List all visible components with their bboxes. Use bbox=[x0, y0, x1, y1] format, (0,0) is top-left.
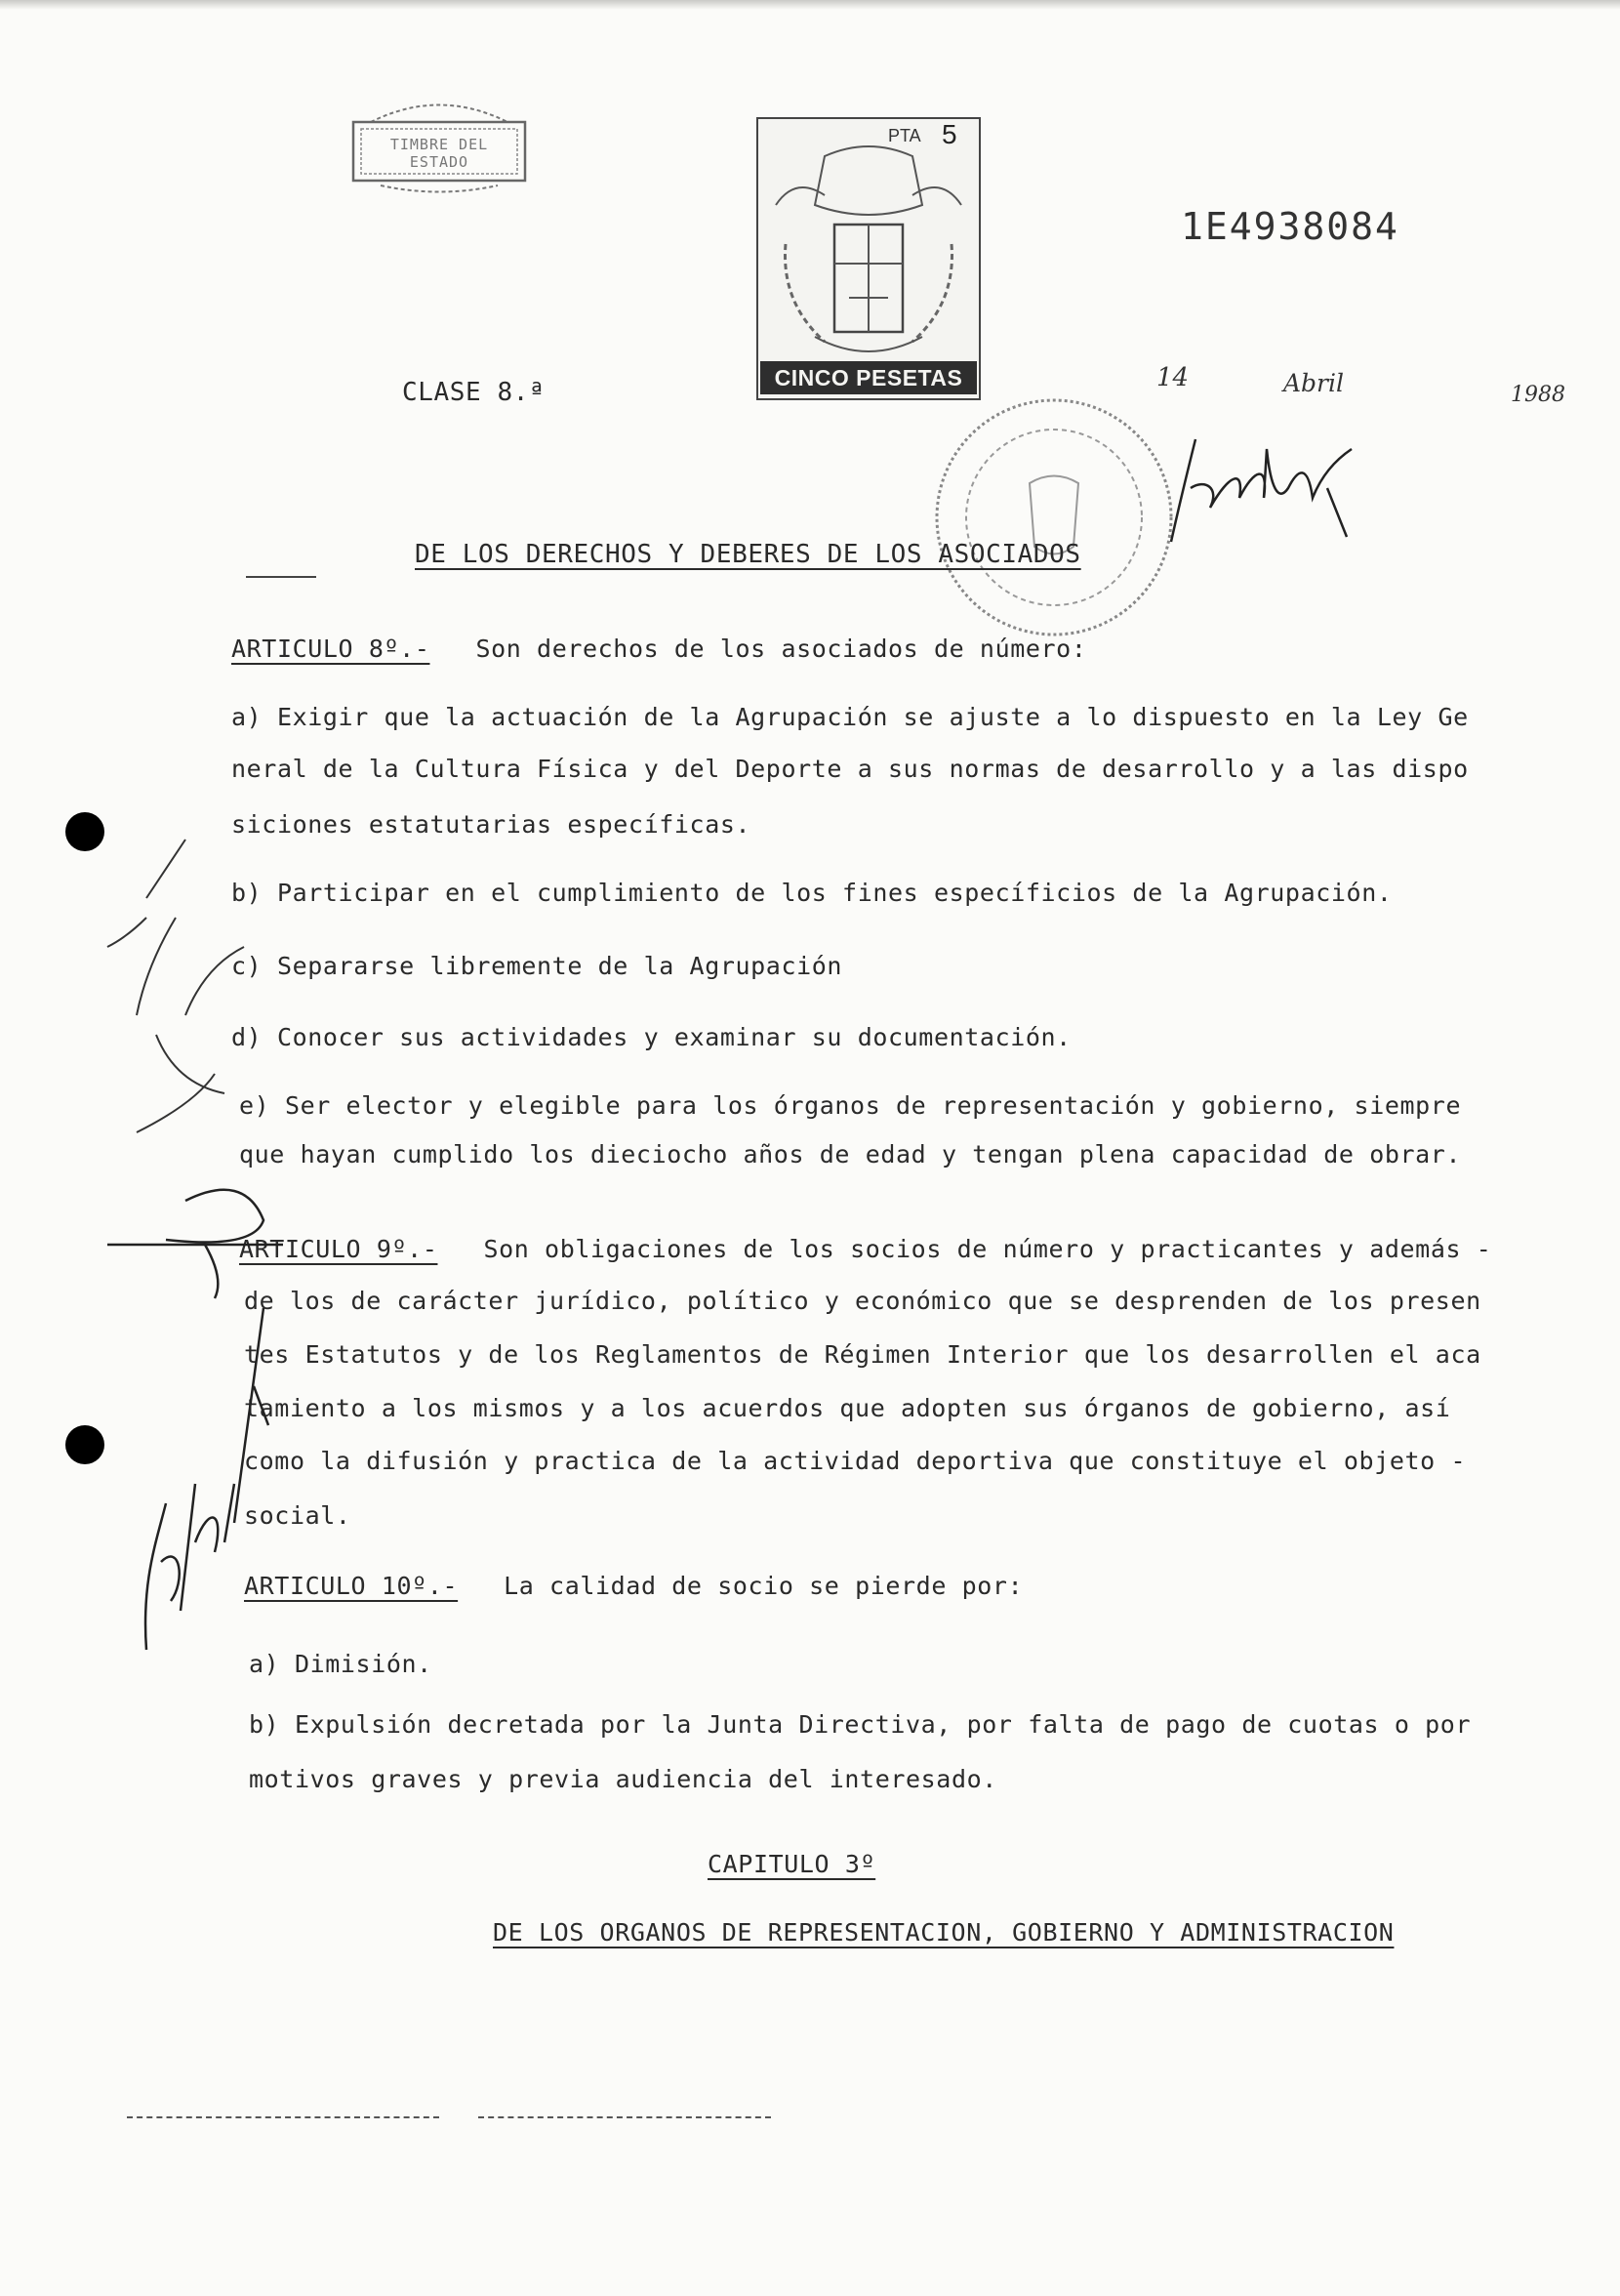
section-title-line-left bbox=[246, 576, 316, 578]
art8-item-e-line2: que hayan cumplido los dieciocho años de edad y tengan plena capacidad de obrar. bbox=[239, 1140, 1462, 1168]
art9-line5: como la difusión y practica de la actividad deportiva que constituye el objeto - bbox=[244, 1447, 1467, 1475]
article-10-heading: ARTICULO 10º.- bbox=[244, 1572, 459, 1600]
embossed-seal-text: TIMBRE DEL ESTADO bbox=[389, 136, 489, 171]
article-9-heading-row bbox=[239, 1235, 1491, 1263]
chapter-title: DE LOS ORGANOS DE REPRESENTACION, GOBIERNO Y ADMINISTRACION bbox=[493, 1918, 1395, 1947]
art10-item-b-line2: motivos graves y previa audiencia del interesado. bbox=[249, 1765, 997, 1793]
article-10-heading-row bbox=[244, 1572, 1023, 1600]
official-round-seal bbox=[927, 390, 1181, 644]
art9-line3: tes Estatutos y de los Reglamentos de Régimen Interior que los desarrollen el aca bbox=[244, 1340, 1481, 1369]
art10-item-b-line1: b) Expulsión decretada por la Junta Directiva, por falta de pago de cuotas o por bbox=[249, 1710, 1472, 1739]
embossed-seal bbox=[342, 93, 537, 195]
footer-rule-right bbox=[478, 2116, 771, 2118]
signature-top bbox=[1152, 430, 1376, 556]
article-8-intro: Son derechos de los asociados de número: bbox=[475, 635, 1087, 663]
art8-item-a-line1: a) Exigir que la actuación de la Agrupación se ajuste a lo dispuesto en la Ley Ge bbox=[231, 703, 1469, 731]
art8-item-c: c) Separarse libremente de la Agrupación bbox=[231, 952, 843, 980]
article-10-intro: La calidad de socio se pierde por: bbox=[504, 1572, 1024, 1600]
stamp-band-text: CINCO PESETAS bbox=[774, 365, 963, 390]
class-label: CLASE 8.ª bbox=[402, 378, 546, 407]
revenue-stamp-graphic bbox=[756, 117, 981, 400]
art9-line1: Son obligaciones de los socios de número y practicantes y además - bbox=[483, 1235, 1492, 1263]
art8-item-d: d) Conocer sus actividades y examinar su documentación. bbox=[231, 1023, 1072, 1051]
footer-rule-left bbox=[127, 2116, 439, 2118]
stamp-value-number: 5 bbox=[942, 119, 957, 149]
margin-handwriting bbox=[88, 800, 283, 1679]
handwritten-date-day: 14 bbox=[1156, 363, 1190, 392]
stamp-value-label: PTA bbox=[888, 126, 921, 145]
art8-item-a-line2: neral de la Cultura Física y del Deporte a sus normas de desarrollo y a las dispo bbox=[231, 755, 1469, 783]
art8-item-e-line1: e) Ser elector y elegible para los órganos de representación y gobierno, siempre bbox=[239, 1091, 1462, 1120]
section-title: DE LOS DERECHOS Y DEBERES DE LOS ASOCIADOS bbox=[415, 540, 1081, 569]
art9-line4: tamiento a los mismos y a los acuerdos que adopten sus órganos de gobierno, así bbox=[244, 1394, 1451, 1422]
art9-line2: de los de carácter jurídico, político y económico que se desprenden de los presen bbox=[244, 1287, 1481, 1315]
article-9-heading: ARTICULO 9º.- bbox=[239, 1235, 438, 1263]
art10-item-a: a) Dimisión. bbox=[249, 1650, 432, 1678]
chapter-heading: CAPITULO 3º bbox=[708, 1850, 876, 1878]
handwritten-date-year: 1988 bbox=[1511, 383, 1565, 407]
art8-item-b: b) Participar en el cumplimiento de los fines específicios de la Agrupación. bbox=[231, 879, 1393, 907]
page-top-edge bbox=[0, 0, 1620, 10]
revenue-stamp bbox=[756, 117, 981, 400]
handwritten-date-month: Abril bbox=[1283, 369, 1344, 397]
serial-number: 1E4938084 bbox=[1181, 205, 1399, 248]
article-8-heading: ARTICULO 8º.- bbox=[231, 635, 430, 663]
art8-item-a-line3: siciones estatutarias específicas. bbox=[231, 810, 751, 839]
article-8-heading-row bbox=[231, 635, 1087, 663]
art9-line6: social. bbox=[244, 1501, 351, 1530]
